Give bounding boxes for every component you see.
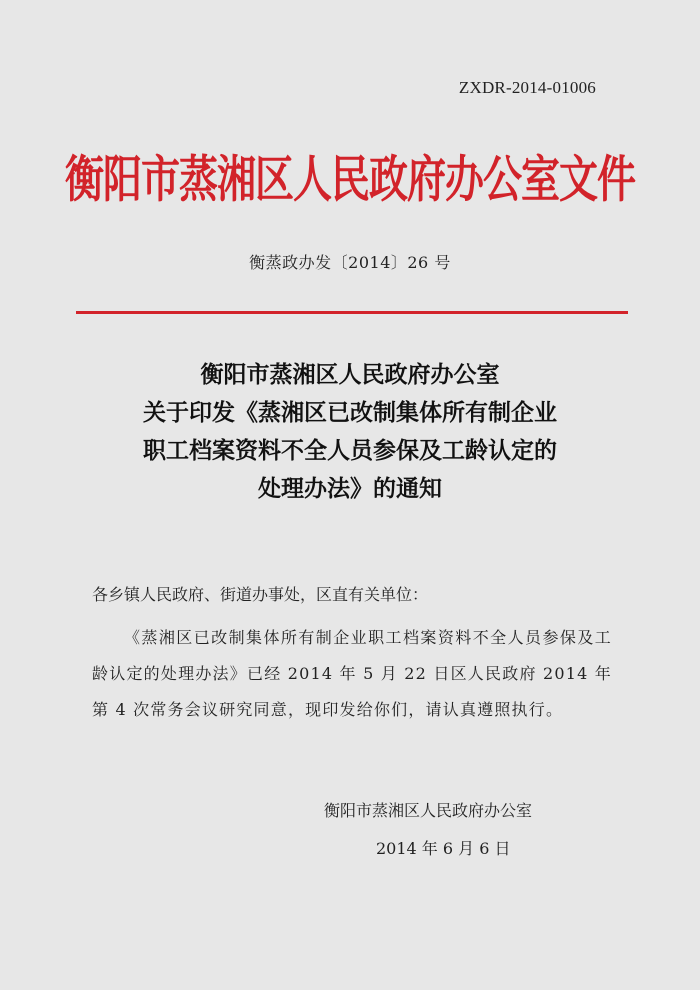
red-divider-line	[76, 311, 628, 314]
document-title	[0, 356, 700, 508]
body-paragraph: 《蒸湘区已改制集体所有制企业职工档案资料不全人员参保及工龄认定的处理办法》已经 2014 年 5 月 22 日区人民政府 2014 年第 4 次常务会议研究同意，现印发给你们，请认真遵照执行。	[92, 628, 612, 719]
document-number: 衡蒸政办发〔2014〕26 号	[249, 253, 451, 272]
title-line: 处理办法》的通知	[258, 475, 442, 502]
issuer-signature: 衡阳市蒸湘区人民政府办公室	[324, 801, 533, 820]
document-code: ZXDR-2014-01006	[458, 78, 596, 97]
issue-date: 2014 年 6 月 6 日	[376, 839, 511, 858]
document-header: 衡阳市蒸湘区人民政府办公室文件	[64, 150, 635, 210]
title-line: 关于印发《蒸湘区已改制集体所有制企业	[143, 399, 557, 426]
title-line: 职工档案资料不全人员参保及工龄认定的	[143, 437, 557, 464]
title-line: 衡阳市蒸湘区人民政府办公室	[200, 361, 500, 388]
salutation: 各乡镇人民政府、街道办事处，区直有关单位：	[92, 585, 429, 604]
